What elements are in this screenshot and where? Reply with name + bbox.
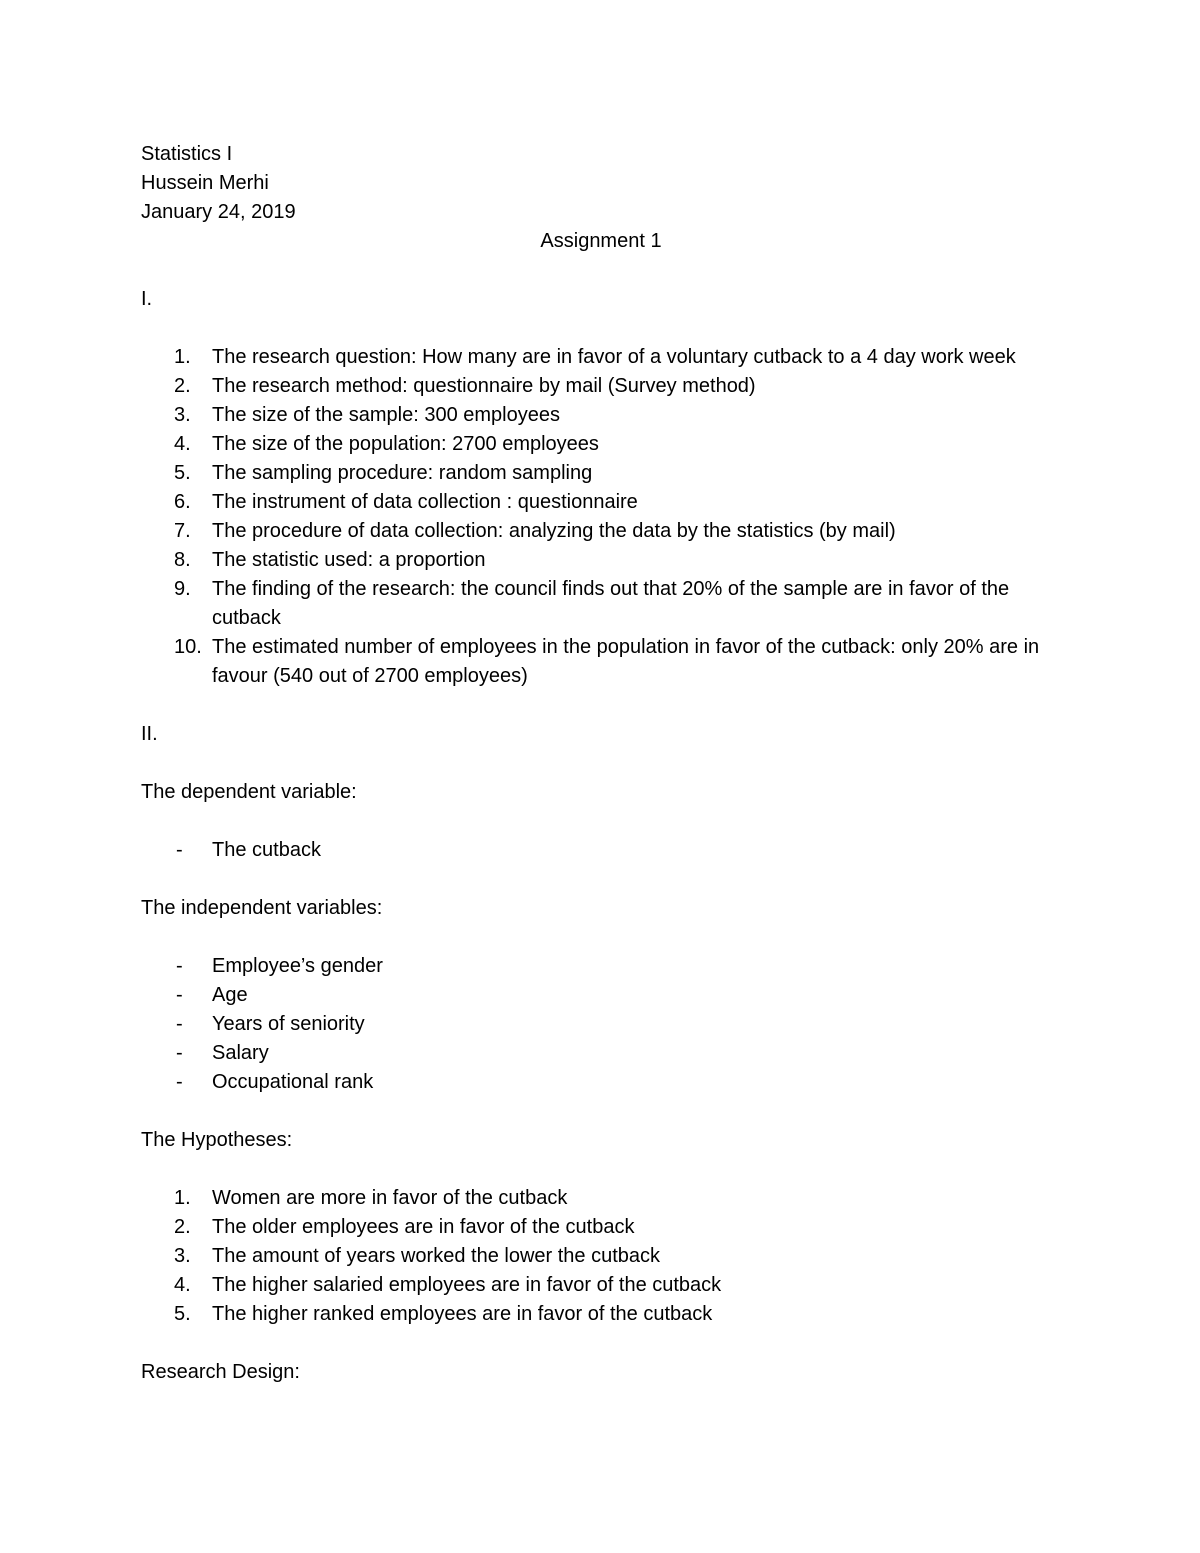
list-item	[141, 1213, 1061, 1242]
research-items-list	[141, 343, 1061, 691]
list-item	[141, 952, 1061, 981]
list-item	[141, 517, 1061, 546]
list-item	[141, 343, 1061, 372]
list-item-text: The instrument of data collection : questionnaire	[212, 491, 638, 513]
list-item-text: The size of the population: 2700 employees	[212, 433, 599, 455]
document-body	[141, 140, 1061, 1387]
list-number: 9.	[174, 578, 191, 600]
list-item-text: The procedure of data collection: analyzing the data by the statistics (by mail)	[212, 520, 896, 542]
list-item	[141, 488, 1061, 517]
list-item	[141, 633, 1061, 691]
section-heading-2: II.	[141, 723, 158, 745]
dash-bullet: -	[176, 984, 183, 1006]
list-number: 5.	[174, 1303, 191, 1325]
dash-bullet: -	[176, 1071, 183, 1093]
list-item	[141, 836, 1061, 865]
list-item-text: The size of the sample: 300 employees	[212, 404, 560, 426]
list-item	[141, 1242, 1061, 1271]
list-item	[141, 1184, 1061, 1213]
spacer	[141, 749, 1061, 778]
list-number: 3.	[174, 1245, 191, 1267]
list-item	[141, 1300, 1061, 1329]
course-name: Statistics I	[141, 143, 233, 165]
list-item-text: The amount of years worked the lower the cutback	[212, 1245, 661, 1267]
list-item-text: The estimated number of employees in the population in favor of the cutback: only 20% are in favour (540 out of 2700 employees)	[212, 636, 1040, 687]
list-item	[141, 1010, 1061, 1039]
research-design-label: Research Design:	[141, 1361, 300, 1383]
independent-variables-label: The independent variables:	[141, 897, 383, 919]
list-item	[141, 1271, 1061, 1300]
spacer	[141, 807, 1061, 836]
spacer	[141, 314, 1061, 343]
list-number: 1.	[174, 346, 191, 368]
list-item-text: Years of seniority	[212, 1013, 365, 1035]
list-item-text: Employee’s gender	[212, 955, 383, 977]
spacer	[141, 923, 1061, 952]
list-item	[141, 546, 1061, 575]
list-item-text: The statistic used: a proportion	[212, 549, 486, 571]
dash-bullet: -	[176, 1013, 183, 1035]
list-item-text: The research method: questionnaire by mail (Survey method)	[212, 375, 756, 397]
list-item-text: The cutback	[212, 839, 321, 861]
list-item-text: The older employees are in favor of the cutback	[212, 1216, 635, 1238]
list-number: 8.	[174, 549, 191, 571]
list-item-text: The research question: How many are in favor of a voluntary cutback to a 4 day work week	[212, 346, 1016, 368]
independent-variables-list	[141, 952, 1061, 1097]
list-item-text: Occupational rank	[212, 1071, 374, 1093]
list-item-text: Age	[212, 984, 248, 1006]
spacer	[141, 1097, 1061, 1126]
list-item-text: The higher salaried employees are in favor of the cutback	[212, 1274, 722, 1296]
author-name: Hussein Merhi	[141, 172, 269, 194]
list-number: 3.	[174, 404, 191, 426]
list-item	[141, 401, 1061, 430]
dependent-variable-list	[141, 836, 1061, 865]
spacer	[141, 1329, 1061, 1358]
dash-bullet: -	[176, 1042, 183, 1064]
section-heading-1: I.	[141, 288, 153, 310]
list-number: 4.	[174, 1274, 191, 1296]
list-number: 6.	[174, 491, 191, 513]
dash-bullet: -	[176, 955, 183, 977]
list-item	[141, 459, 1061, 488]
dependent-variable-label: The dependent variable:	[141, 781, 357, 803]
document-date: January 24, 2019	[141, 201, 296, 223]
list-number: 1.	[174, 1187, 191, 1209]
spacer	[141, 256, 1061, 285]
list-item	[141, 430, 1061, 459]
list-item-text: The higher ranked employees are in favor of the cutback	[212, 1303, 713, 1325]
list-number: 2.	[174, 1216, 191, 1238]
spacer	[141, 865, 1061, 894]
spacer	[141, 1155, 1061, 1184]
list-item	[141, 1039, 1061, 1068]
list-number: 4.	[174, 433, 191, 455]
list-item-text: The sampling procedure: random sampling	[212, 462, 593, 484]
list-item	[141, 575, 1061, 633]
dash-bullet: -	[176, 839, 183, 861]
list-item	[141, 372, 1061, 401]
list-item	[141, 981, 1061, 1010]
document-title: Assignment 1	[540, 230, 662, 252]
hypotheses-label: The Hypotheses:	[141, 1129, 293, 1151]
list-item-text: Salary	[212, 1042, 269, 1064]
list-number: 5.	[174, 462, 191, 484]
list-number: 2.	[174, 375, 191, 397]
list-number: 7.	[174, 520, 191, 542]
list-item-text: Women are more in favor of the cutback	[212, 1187, 568, 1209]
list-number: 10.	[174, 636, 202, 658]
list-item	[141, 1068, 1061, 1097]
hypotheses-list	[141, 1184, 1061, 1329]
spacer	[141, 691, 1061, 720]
list-item-text: The finding of the research: the council finds out that 20% of the sample are in favor of the cutback	[212, 578, 1010, 629]
